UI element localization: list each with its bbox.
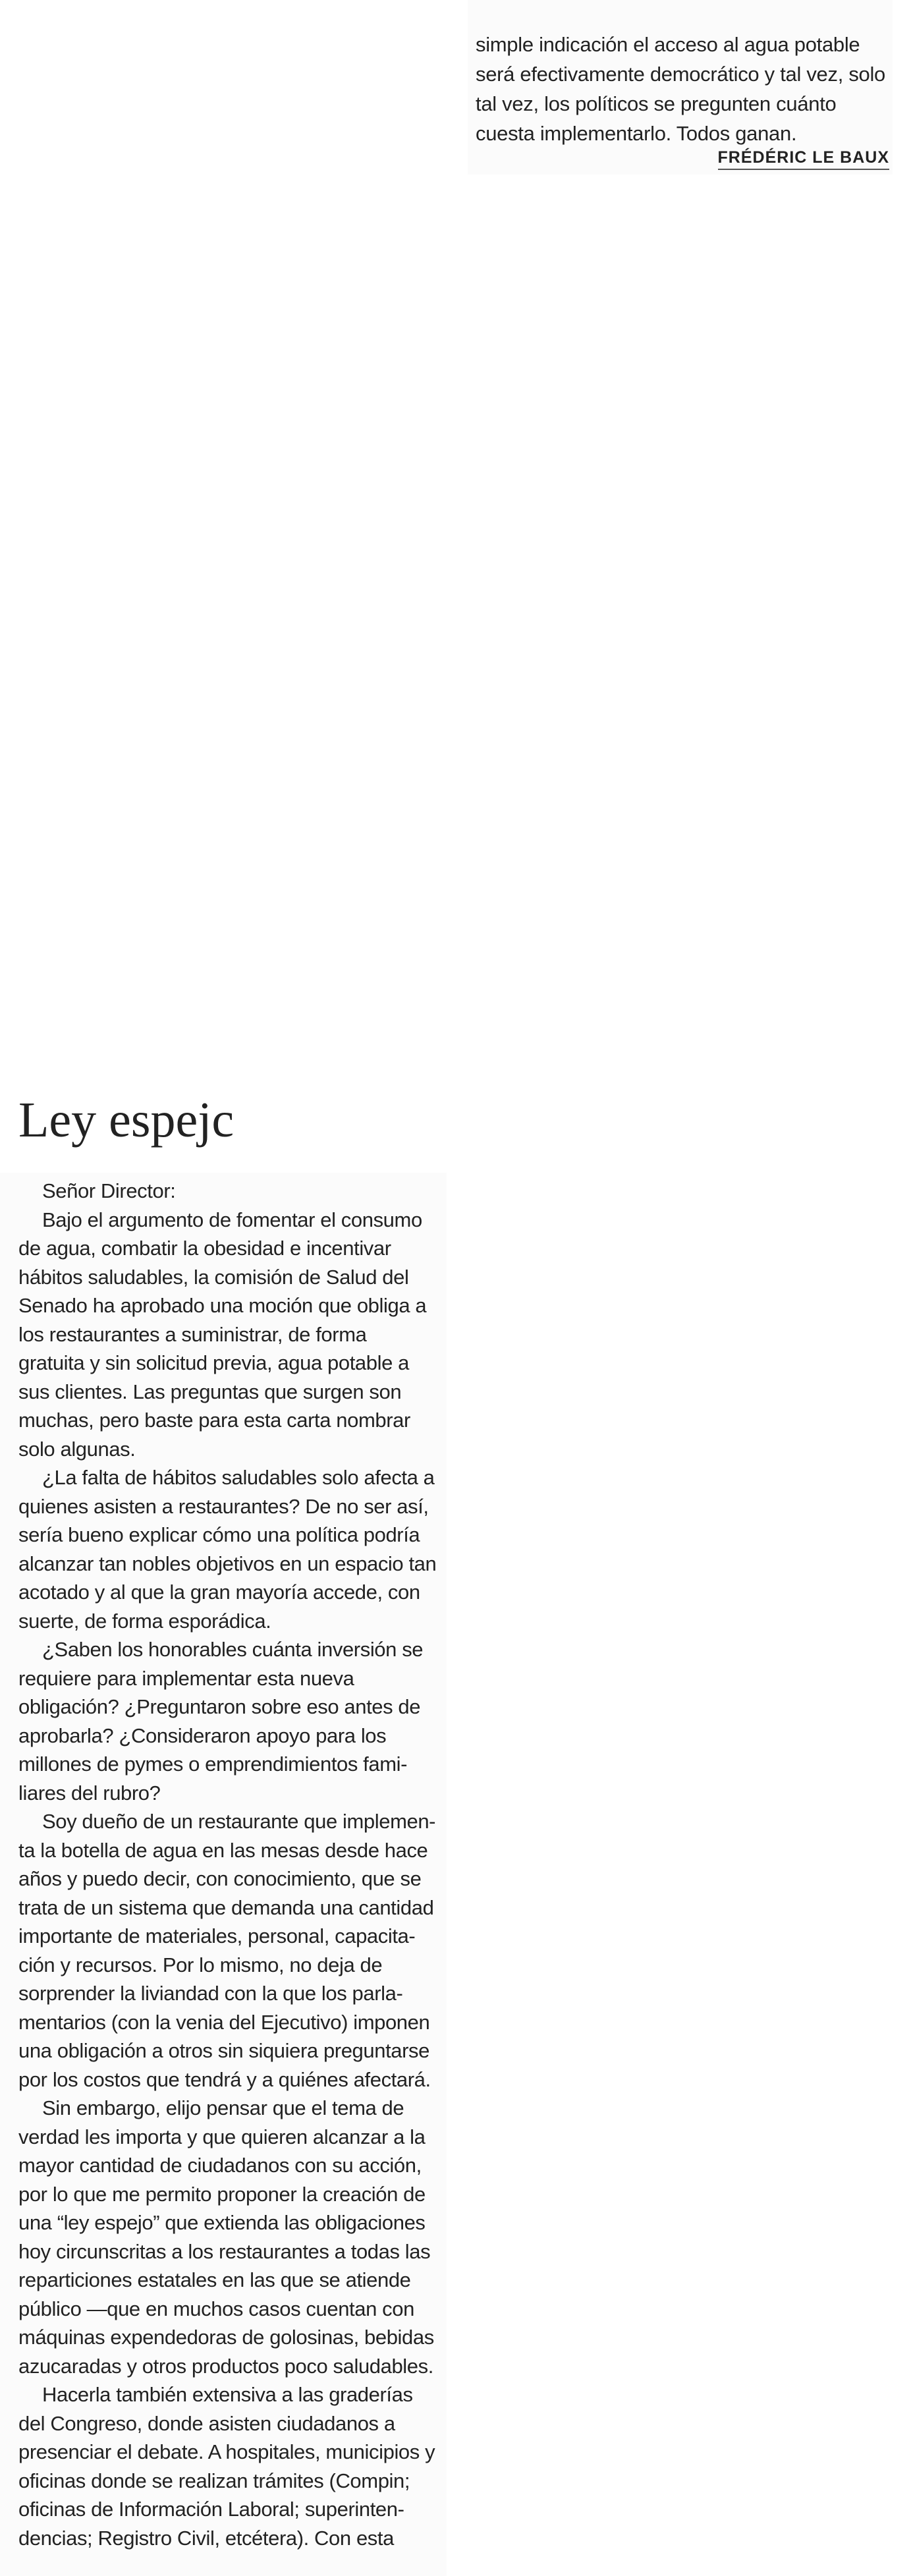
paragraph-text: ¿Saben los honorables cuánta inversión se requiere para implementar esta nueva obligación? ¿Preguntaron sobre eso antes de aprobarla? ¿Consideraron apoyo para los millones de pymes o emprendimientos fami- liares del rubro?: [18, 1638, 424, 1805]
letter-paragraph: [18, 1635, 447, 1807]
letter-body: [0, 1173, 447, 2576]
previous-letter-signature: FRÉDÉRIC LE BAUX: [718, 148, 889, 170]
letter-paragraph: [18, 1807, 447, 2094]
previous-letter-excerpt: [468, 0, 893, 175]
paragraph-text: Sin embargo, elijo pensar que el tema de verdad les importa y que quieren alcanzar a la mayor cantidad de ciudadanos con su acción, por lo que me permito proponer la creación de una “ley espejo” que extienda las obligaciones hoy circunscritas a los restaurantes a todas las reparticiones estatales en las que se atiende público —que en muchos casos cuentan con máquinas expendedoras de golosinas, bebidas azucaradas y otros productos poco saludables.: [18, 2096, 434, 2378]
letter-paragraph: [18, 1463, 447, 1635]
salutation-text: Señor Director:: [42, 1179, 176, 1202]
letter-headline: Ley espejc: [18, 1092, 235, 1148]
paragraph-text: ¿La falta de hábitos saludables solo afecta a quienes asisten a restaurantes? De no ser así, sería bueno explicar cómo una política podría alcanzar tan nobles objetivos en un espacio tan acotado y al que la gran mayoría accede, con suerte, de forma esporádica.: [18, 1466, 437, 1633]
letter-paragraph: [18, 1206, 447, 1464]
letter-paragraph: [18, 2380, 447, 2552]
letter-salutation: [18, 1177, 447, 1206]
paragraph-text: Bajo el argumento de fomentar el consumo de agua, combatir la obesidad e incentivar hábitos saludables, la comisión de Salud del Senado ha aprobado una moción que obliga a los restaurantes a suministrar, de forma gratuita y sin solicitud previa, agua potable a sus clientes. Las preguntas que surgen son muchas, pero baste para esta carta nombrar solo algunas.: [18, 1208, 427, 1461]
letter-paragraph: [18, 2094, 447, 2380]
paragraph-text: Hacerla también extensiva a las graderías del Congreso, donde asisten ciudadanos a presenciar el debate. A hospitales, municipios y oficinas donde se realizan trámites (Compin; oficinas de Información Laboral; superinten- dencias; Registro Civil, etcétera). Con esta: [18, 2383, 435, 2550]
previous-letter-body: simple indicación el acceso al agua potable será efectivamente democrático y tal vez, solo tal vez, los políticos se pregunten cuánto cuesta implementarlo. Todos ganan.: [476, 33, 885, 145]
paragraph-text: Soy dueño de un restaurante que implemen- ta la botella de agua en las mesas desde hace años y puedo decir, con conocimiento, que se trata de un sistema que demanda una cantidad importante de materiales, personal, capacita- ción y recursos. Por lo mismo, no deja de sorprender la liviandad con la que los parla- mentarios (con la venia del Ejecutivo) imponen una obligación a otros sin siquiera preguntarse por los costos que tendrá y a quiénes afectará.: [18, 1810, 436, 2091]
